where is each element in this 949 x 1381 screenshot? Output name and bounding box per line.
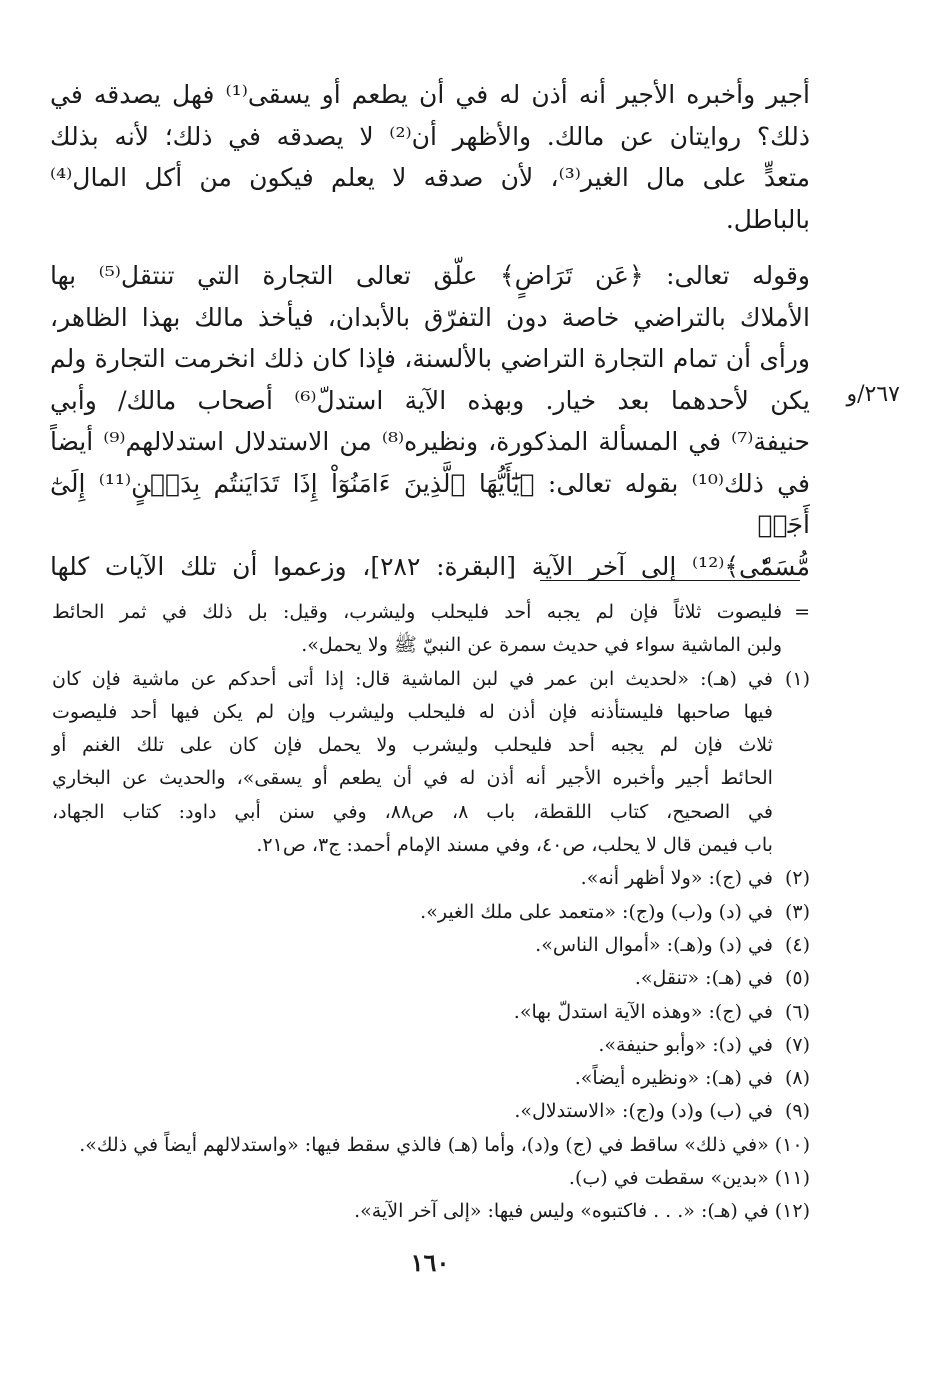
text-line: بالباطل. [725, 204, 810, 234]
text-line: أجير وأخبره الأجير أنه أذن له في أن يطعم أو يسقى⁽¹⁾ فهل يصدقه في [50, 80, 810, 109]
footnote-number: (١) [784, 667, 810, 690]
footnote-9 [52, 1095, 810, 1128]
footnote-8 [52, 1062, 810, 1095]
footnote-line: فيها صاحبها فليستأذنه فإن أذن له فليحلب وليشرب وإن لم يكن فيها أحد فليصوت [52, 700, 773, 723]
text-line: متعدٍّ على مال الغير⁽³⁾، لأن صدقه لا يعلم فيكون من أكل المال⁽⁴⁾ [50, 163, 811, 192]
footnote-line: في (د) و(هـ): «أموال الناس». [535, 933, 773, 956]
manuscript-folio-marker: ٢٦٧/و [846, 382, 900, 407]
footnote-4 [52, 929, 810, 962]
footnote-2 [52, 862, 810, 895]
footnote-number: (٥) [784, 967, 810, 990]
footnote-10 [52, 1129, 810, 1162]
main-text [50, 74, 810, 587]
footnote-line: «بدين» سقطت في (ب). [568, 1167, 769, 1190]
footnote-12 [52, 1195, 810, 1228]
footnote-7 [52, 1029, 810, 1062]
footnote-number: (٣) [784, 900, 810, 923]
footnote-number: (١١) [774, 1167, 810, 1190]
footnote-line: في (د) و(ب) و(ج): «متعمد على ملك الغير». [420, 900, 773, 923]
footnote-marker: = [794, 601, 810, 623]
footnote-line: ثلاث فإن لم يجبه أحد فليحلب وليشرب ولا يحمل فإن كان على تلك الغنم أو [52, 734, 773, 757]
footnote-11 [52, 1162, 810, 1195]
footnote-number: (١٢) [774, 1200, 810, 1223]
footnote-number: (٨) [784, 1067, 810, 1090]
footnote-line: الحائط أجير وأخبره الأجير أنه أذن له في أن يطعم أو يسقى»، والحديث عن البخاري [52, 767, 773, 790]
footnote-6 [52, 996, 810, 1029]
footnote-line: في (ج): «ولا أظهر أنه». [580, 867, 773, 890]
text-line: ذلك؟ روايتان عن مالك. والأظهر أن⁽²⁾ لا يصدقه في ذلك؛ لأنه بذلك [50, 121, 810, 151]
paragraph-2 [50, 255, 810, 587]
footnote-3 [52, 896, 810, 929]
text-line: مُّسَمّٗى﴾⁽¹²⁾ إلى آخر الآية [البقرة: ٢٨٢]، وزعموا أن تلك الآيات كلها [50, 551, 810, 581]
footnote-line: باب فيمن قال لا يحلب، ص٤٠، وفي مسند الإمام أحمد: ج٣، ص٢١. [256, 834, 773, 857]
text-line: في ذلك⁽¹⁰⁾ بقوله تعالى: ﴿يَٰٓأَيُّهَا ٱلَّذِينَ ءَامَنُوٓاْ إِذَا تَدَايَنتُم بِدَيۡنٍ⁽¹¹⁾ إِلَىٰٓ أَجَلٖ [50, 468, 810, 539]
footnote-line: في (ج): «وهذه الآية استدلّ بها». [513, 1000, 773, 1023]
footnote-line: في (هـ): «لحديث ابن عمر في لبن الماشية قال: إذا أتى أحدكم عن ماشية فإن كان [52, 667, 773, 690]
text-line: ورأى أن تمام التجارة التراضي بالألسنة، فإذا كان ذلك انخرمت التجارة ولم [50, 344, 810, 373]
footnote-line: فليصوت ثلاثاً فإن لم يجبه أحد فليحلب وليشرب، وقيل: بل ذلك في ثمر الحائط [52, 601, 783, 623]
footnote-number: (٤) [784, 933, 810, 956]
footnote-line: في (هـ): «. . . فاكتبوه» وليس فيها: «إلى آخر الآية». [354, 1200, 769, 1223]
footnote-line: ولبن الماشية سواء في حديث سمرة عن النبيّ ﷺ ولا يحمل». [301, 634, 783, 657]
footnote-1 [52, 663, 810, 863]
text-line: يكن لأحدهما بعد خيار. وبهذه الآية استدلّ⁽⁶⁾ أصحاب مالك/ وأبي [50, 385, 810, 415]
footnote-line: في (هـ): «ونظيره أيضاً». [574, 1067, 773, 1090]
footnote-number: (٢) [784, 867, 810, 890]
text-line: الأملاك بالتراضي خاصة دون التفرّق بالأبدان، فيأخذ مالك بهذا الظاهر، [50, 302, 810, 332]
text-line: حنيفة⁽⁷⁾ في المسألة المذكورة، ونظيره⁽⁸⁾ من الاستدلال استدلالهم⁽⁹⁾ أيضاً [50, 427, 810, 456]
footnote-number: (١٠) [774, 1133, 810, 1156]
footnote-line: في (د): «وأبو حنيفة». [598, 1033, 773, 1056]
footnote-continuation [52, 596, 810, 663]
footnote-number: (٦) [784, 1000, 810, 1023]
footnote-separator [540, 580, 800, 581]
paragraph-1 [50, 74, 810, 240]
footnotes [52, 596, 810, 1229]
footnote-5 [52, 962, 810, 995]
page-number: ١٦٠ [410, 1248, 450, 1277]
footnote-line: «في ذلك» ساقط في (ج) و(د)، وأما (هـ) فالذي سقط فيها: «واستدلالهم أيضاً في ذلك». [79, 1133, 769, 1156]
footnote-number: (٩) [784, 1100, 810, 1123]
footnote-number: (٧) [784, 1033, 810, 1056]
footnote-line: في الصحيح، كتاب اللقطة، باب ٨، ص٨٨، وفي سنن أبي داود: كتاب الجهاد، [52, 800, 773, 823]
text-line: وقوله تعالى: ﴿عَن تَرَاضٍ﴾ علّق تعالى التجارة التي تنتقل⁽⁵⁾ بها [50, 261, 811, 290]
footnote-line: في (ب) و(د) و(ج): «الاستدلال». [514, 1100, 773, 1123]
footnote-line: في (هـ): «تنقل». [634, 967, 773, 990]
